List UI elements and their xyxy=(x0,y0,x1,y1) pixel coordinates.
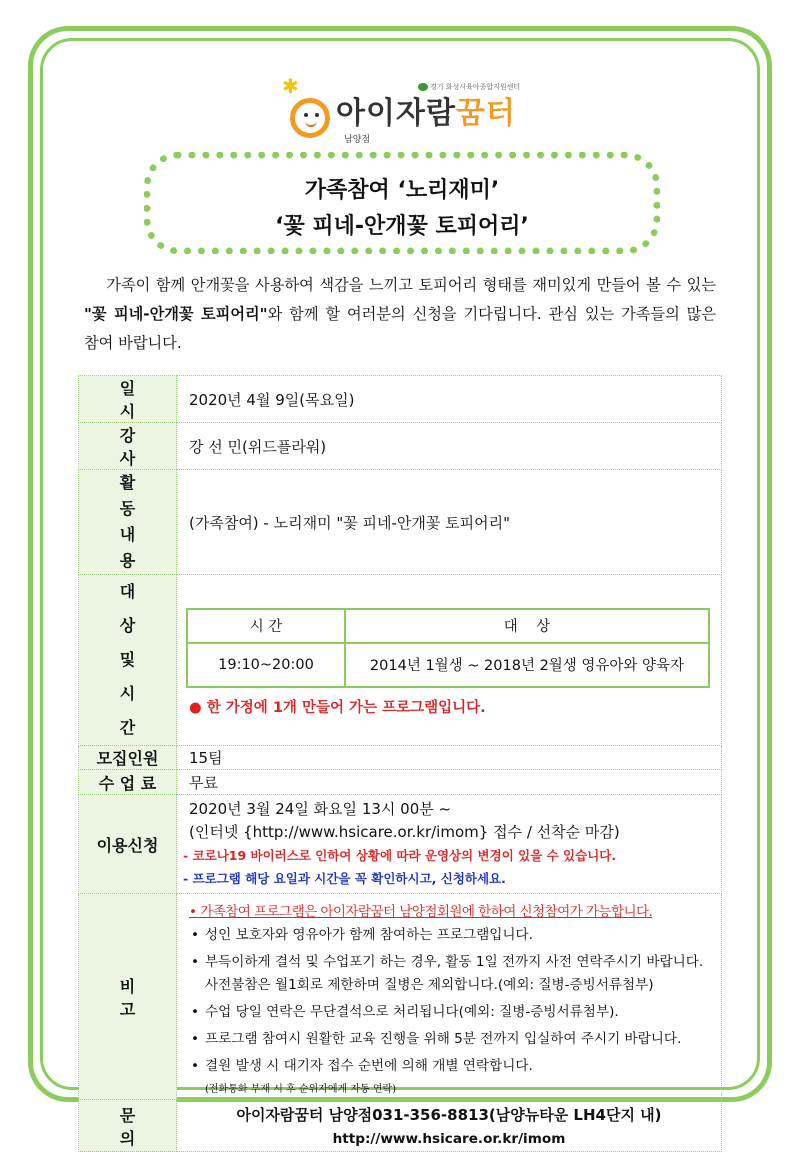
row-contact xyxy=(79,1100,722,1152)
apply-method: (인터넷 {http://www.hsicare.or.kr/imom} 접수 / 선착순 마감) xyxy=(189,823,620,841)
remarks-item: • 결원 발생 시 대기자 접수 순번에 의해 개별 연락합니다. xyxy=(191,1058,533,1074)
remarks-member-note: • 가족참여 프로그램은 아이자람꿈터 남양점회원에 한하여 신청참여가 가능합니다. xyxy=(189,904,653,920)
remarks-item: • 부득이하게 결석 및 수업포기 하는 경우, 활동 1일 전까지 사전 연락주시기 바랍니다. 사전불참은 월1회로 제한하며 질병은 제외합니다.(예외: 질병-증빙서류첨부) xyxy=(191,954,704,993)
label-remarks: 비 고 xyxy=(79,894,177,1100)
label-target: 대 상 및 시 간 xyxy=(79,575,177,746)
value-fee: 무료 xyxy=(177,770,722,795)
row-capacity xyxy=(79,746,722,770)
schedule-table xyxy=(186,608,710,688)
star-icon: ✱ xyxy=(282,74,299,98)
remarks-item: • 프로그램 참여시 원활한 교육 진행을 위해 5분 전까지 입실하여 주시기 바랍니다. xyxy=(191,1031,682,1047)
value-remarks xyxy=(177,894,722,1100)
value-activity: (가족참여) - 노리재미 "꽃 피네-안개꽃 토피어리" xyxy=(177,470,722,575)
schedule-time: 19:10~20:00 xyxy=(187,643,345,687)
contact-url[interactable]: http://www.hsicare.or.kr/imom xyxy=(332,1131,566,1147)
title-box xyxy=(144,152,660,254)
schedule-audience: 2014년 1월생 ~ 2018년 2월생 영유아와 양육자 xyxy=(345,643,709,687)
value-instructor: 강 선 민(위드플라워) xyxy=(177,423,722,470)
logo-org: 경기 화성시육아종합지원센터 xyxy=(418,82,520,92)
label-apply: 이용신청 xyxy=(79,795,177,894)
remarks-item: • 성인 보호자와 영유아가 함께 참여하는 프로그램입니다. xyxy=(191,927,533,943)
contact-phone: 아이자람꿈터 남양점031-356-8813(남양뉴타운 LH4단지 내) xyxy=(236,1106,662,1124)
row-fee xyxy=(79,770,722,795)
apply-check-note: - 프로그램 해당 요일과 시간을 꼭 확인하시고, 신청하세요. xyxy=(183,871,506,886)
value-target xyxy=(177,575,722,746)
title-line-2: ‘꽃 피네-안개꽃 토피어리’ xyxy=(275,214,529,239)
label-instructor: 강 사 xyxy=(79,423,177,470)
logo-title: 아이자람꿈터 xyxy=(336,96,516,131)
row-activity xyxy=(79,470,722,575)
target-note: ● 한 가정에 1개 만들어 가는 프로그램입니다. xyxy=(189,699,486,716)
value-capacity: 15팀 xyxy=(177,746,722,770)
intro-paragraph: 가족이 함께 안개꽃을 사용하여 색감을 느끼고 토피어리 형태를 재미있게 만들어 볼 수 있는 "꽃 피네-안개꽃 토피어리"와 함께 할 여러분의 신청을 기다립니다. 관심 있는 가족들의 많은 참여 바랍니다. xyxy=(84,276,717,352)
smiley-face-icon xyxy=(290,98,330,138)
row-remarks xyxy=(79,894,722,1100)
remarks-item: • 수업 당일 연락은 무단결석으로 처리됩니다(예외: 질병-증빙서류첨부). xyxy=(191,1004,619,1020)
schedule-header-target: 대 상 xyxy=(345,609,709,643)
label-contact: 문 의 xyxy=(79,1100,177,1152)
title-line-1: 가족참여 ‘노리재미’ xyxy=(304,178,500,203)
value-date: 2020년 4월 9일(목요일) xyxy=(177,376,722,423)
apply-period: 2020년 3월 24일 화요일 13시 00분 ~ xyxy=(189,800,452,818)
logo xyxy=(282,76,522,146)
row-apply xyxy=(79,795,722,894)
apply-covid-note: - 코로나19 바이러스로 인하여 상황에 따라 운영상의 변경이 있을 수 있습니다. xyxy=(183,848,617,863)
value-apply xyxy=(177,795,722,894)
row-instructor xyxy=(79,423,722,470)
label-date: 일 시 xyxy=(79,376,177,423)
label-capacity: 모집인원 xyxy=(79,746,177,770)
info-table xyxy=(78,375,722,1152)
remarks-sub-note: (전화통화 부재 시 후 순위자에게 자동 연락) xyxy=(205,1084,397,1095)
label-activity: 활 동 내 용 xyxy=(79,470,177,575)
intro-highlight: "꽃 피네-안개꽃 토피어리" xyxy=(84,305,268,323)
value-contact xyxy=(177,1100,722,1152)
row-date xyxy=(79,376,722,423)
row-target xyxy=(79,575,722,746)
label-fee: 수 업 료 xyxy=(79,770,177,795)
logo-branch: 남양점 xyxy=(344,135,371,145)
schedule-header-time: 시 간 xyxy=(187,609,345,643)
